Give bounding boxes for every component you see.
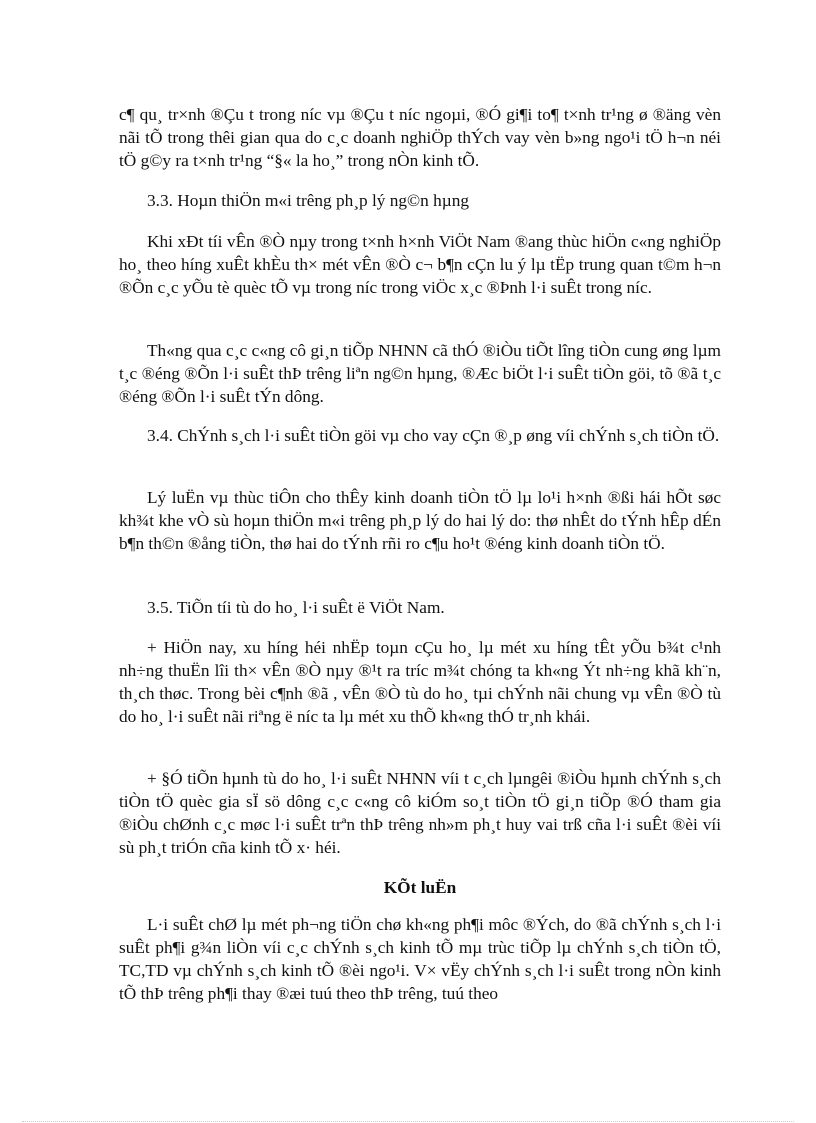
heading-3-4: 3.4. ChÝnh s¸ch l·i suÊt tiÒn göi vµ cho vay cÇn ®¸p øng víi chÝnh s¸ch tiÒn tÖ. xyxy=(147,426,720,445)
paragraph-conclusion: L·i suÊt chØ lµ mét ph¬ng tiÖn chø kh«ng ph¶i môc ®Ých, do ®ã chÝnh s¸ch l·i suÊt ph¶i g¾n liÒn víi c¸c chÝnh s¸ch kinh tÕ mµ trùc tiÕp lµ chÝnh s¸ch tiÒn tÖ, TC,TD vµ chÝnh s¸ch kinh tÕ ®èi ngo¹i. V× vËy chÝnh s¸ch l·i suÊt trong nÒn kinh tÕ thÞ trêng ph¶i thay ®æi tuú theo thÞ trêng, tuú theo xyxy=(119,915,721,1003)
heading-3-5: 3.5. TiÕn tíi tù do ho¸ l·i suÊt ë ViÖt Nam. xyxy=(147,598,445,617)
paragraph-industrialization: Khi xÐt tíi vÊn ®Ò nµy trong t×nh h×nh ViÖt Nam ®ang thùc hiÖn c«ng nghiÖp ho¸ theo híng xuÊt khÈu th× mét vÊn ®Ò c¬ b¶n cÇn lu ý lµ tËp trung quan t©m h¬n ®Õn c¸c yÕu tè quèc tÕ vµ trong níc trong viÖc x¸c ®Þnh l·i suÊt trong níc. xyxy=(119,232,721,297)
paragraph-globalization: + HiÖn nay, xu híng héi nhËp toµn cÇu ho¸ lµ mét xu híng tÊt yÕu b¾t c¹nh nh÷ng thuËn lîi th× vÊn ®Ò nµy ®¹t ra tríc m¾t chóng ta kh«ng Ýt nh÷ng khã kh¨n, th¸ch thøc. Trong bèi c¶nh ®ã , vÊn ®Ò tù do ho¸ tµi chÝnh nãi chung vµ vÊn ®Ò tù do ho¸ l·i suÊt nãi riªng ë níc ta lµ mét xu thÕ kh«ng thÓ tr¸nh khái. xyxy=(119,638,721,726)
paragraph-indirect-tools: Th«ng qua c¸c c«ng cô gi¸n tiÕp NHNN cã thÓ ®iÒu tiÕt lîng tiÒn cung øng lµm t¸c ®éng ®Õn l·i suÊt thÞ trêng liªn ng©n hµng, ®Æc biÖt l·i suÊt tiÒn göi, tõ ®ã t¸c ®éng ®Õn l·i suÊt tÝn dông. xyxy=(119,341,721,406)
heading-3-3: 3.3. Hoµn thiÖn m«i trêng ph¸p lý ng©n hµng xyxy=(147,191,470,210)
conclusion-title: KÕt luËn xyxy=(383,878,457,897)
paragraph-legal-environment: Lý luËn vµ thùc tiÔn cho thÊy kinh doanh tiÒn tÖ lµ lo¹i h×nh ®ßi hái hÕt søc kh¾t khe vÒ sù hoµn thiÖn m«i trêng ph¸p lý do hai lý do: thø nhÊt do tÝnh hÊp dÉn b¶n th©n ®ång tiÒn, thø hai do tÝnh rñi ro c¶u ho¹t ®éng kinh doanh tiÒn tÖ. xyxy=(119,488,721,553)
page-bottom-divider xyxy=(22,1121,794,1122)
paragraph-liberalization: + §Ó tiÕn hµnh tù do ho¸ l·i suÊt NHNN víi t c¸ch lµngêi ®iÒu hµnh chÝnh s¸ch tiÒn tÖ quèc gia sÏ sö dông c¸c c«ng cô kiÓm so¸t tiÒn tÖ gi¸n tiÕp ®Ó tham gia ®iÒu chØnh c¸c møc l·i suÊt trªn thÞ trêng nh»m ph¸t huy vai trß cña l·i suÊt ®èi víi sù ph¸t triÓn cña kinh tÕ x· héi. xyxy=(119,769,721,857)
paragraph-exchange-rate: c¶ qu¸ tr×nh ®Çu t trong níc vµ ®Çu t níc ngoµi, ®Ó gi¶i to¶ t×nh tr¹ng ø ®äng vèn nãi tÕ trong thêi gian qua do c¸c doanh nghiÖp thÝch vay vèn b»ng ngo¹i tÖ h¬n néi tÖ g©y ra t×nh tr¹ng “§« la ho¸” trong nÒn kinh tÕ. xyxy=(119,105,721,170)
